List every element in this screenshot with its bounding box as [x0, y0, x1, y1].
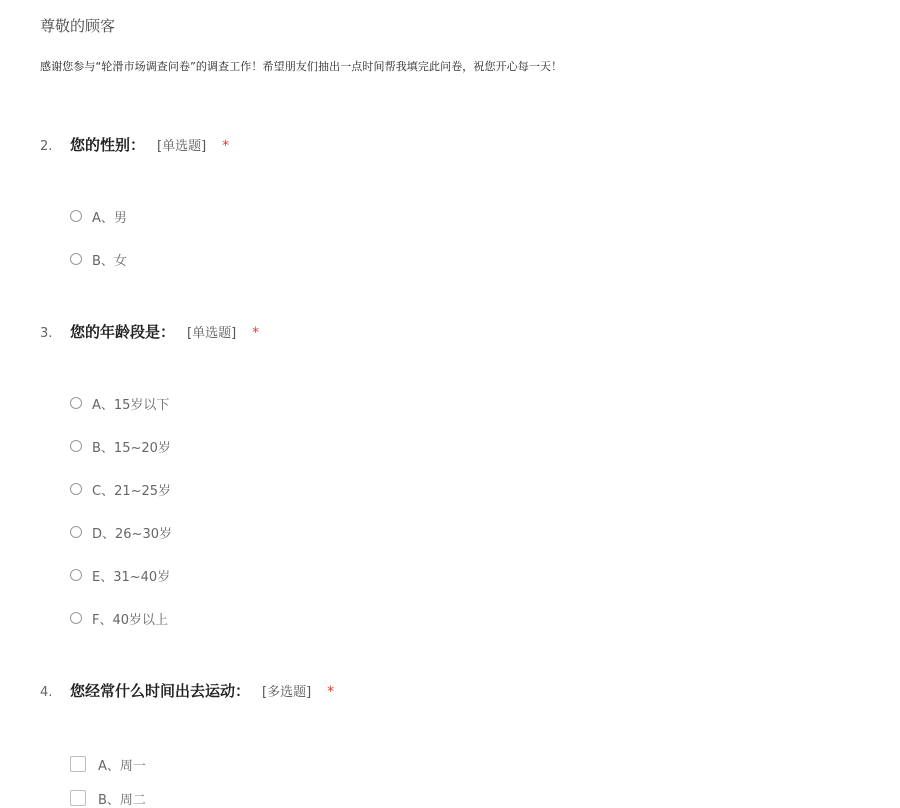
radio-button[interactable]	[70, 483, 82, 495]
question-4-header	[40, 680, 334, 704]
option-age-c[interactable]	[70, 479, 171, 499]
radio-button[interactable]	[70, 397, 82, 409]
option-age-e[interactable]	[70, 565, 170, 585]
required-asterisk: *	[222, 138, 230, 154]
option-label[interactable]: D、26~30岁	[92, 526, 172, 542]
radio-button[interactable]	[70, 253, 82, 265]
option-age-d[interactable]	[70, 522, 172, 542]
greeting-heading: 尊敬的顾客	[40, 17, 116, 35]
option-age-a[interactable]	[70, 393, 169, 413]
question-3-header	[40, 321, 259, 345]
option-gender-male[interactable]	[70, 206, 127, 226]
question-title: 您的性别：	[70, 136, 146, 154]
question-type-badge: [单选题]	[157, 139, 207, 154]
question-title: 您的年龄段是：	[70, 323, 176, 341]
radio-button[interactable]	[70, 440, 82, 452]
option-weekday-tuesday[interactable]	[70, 788, 146, 808]
checkbox[interactable]	[70, 756, 86, 772]
question-2-header	[40, 134, 229, 158]
radio-button[interactable]	[70, 526, 82, 538]
checkbox[interactable]	[70, 790, 86, 806]
question-number: 3.	[40, 326, 53, 341]
option-label[interactable]: A、15岁以下	[92, 397, 170, 413]
option-gender-female[interactable]	[70, 249, 127, 269]
option-label[interactable]: F、40岁以上	[92, 612, 169, 628]
option-label[interactable]: B、15~20岁	[92, 440, 171, 456]
question-number: 2.	[40, 139, 53, 154]
option-label[interactable]: B、女	[92, 253, 127, 269]
radio-button[interactable]	[70, 210, 82, 222]
option-label[interactable]: B、周二	[98, 792, 146, 808]
question-title: 您经常什么时间出去运动：	[70, 682, 251, 700]
question-number: 4.	[40, 685, 53, 700]
radio-button[interactable]	[70, 612, 82, 624]
option-label[interactable]: C、21~25岁	[92, 483, 172, 499]
option-age-b[interactable]	[70, 436, 171, 456]
survey-intro-text: 感谢您参与“轮滑市场调查问卷”的调查工作！希望朋友们抽出一点时间帮我填完此问卷，祝您开心每一天！	[40, 60, 563, 73]
option-label[interactable]: E、31~40岁	[92, 569, 171, 585]
required-asterisk: *	[252, 325, 260, 341]
option-age-f[interactable]	[70, 608, 168, 628]
required-asterisk: *	[327, 684, 335, 700]
option-label[interactable]: A、男	[92, 210, 127, 226]
option-label[interactable]: A、周一	[98, 758, 146, 774]
question-type-badge: [单选题]	[187, 326, 237, 341]
question-type-badge: [多选题]	[262, 685, 312, 700]
radio-button[interactable]	[70, 569, 82, 581]
option-weekday-monday[interactable]	[70, 754, 146, 774]
